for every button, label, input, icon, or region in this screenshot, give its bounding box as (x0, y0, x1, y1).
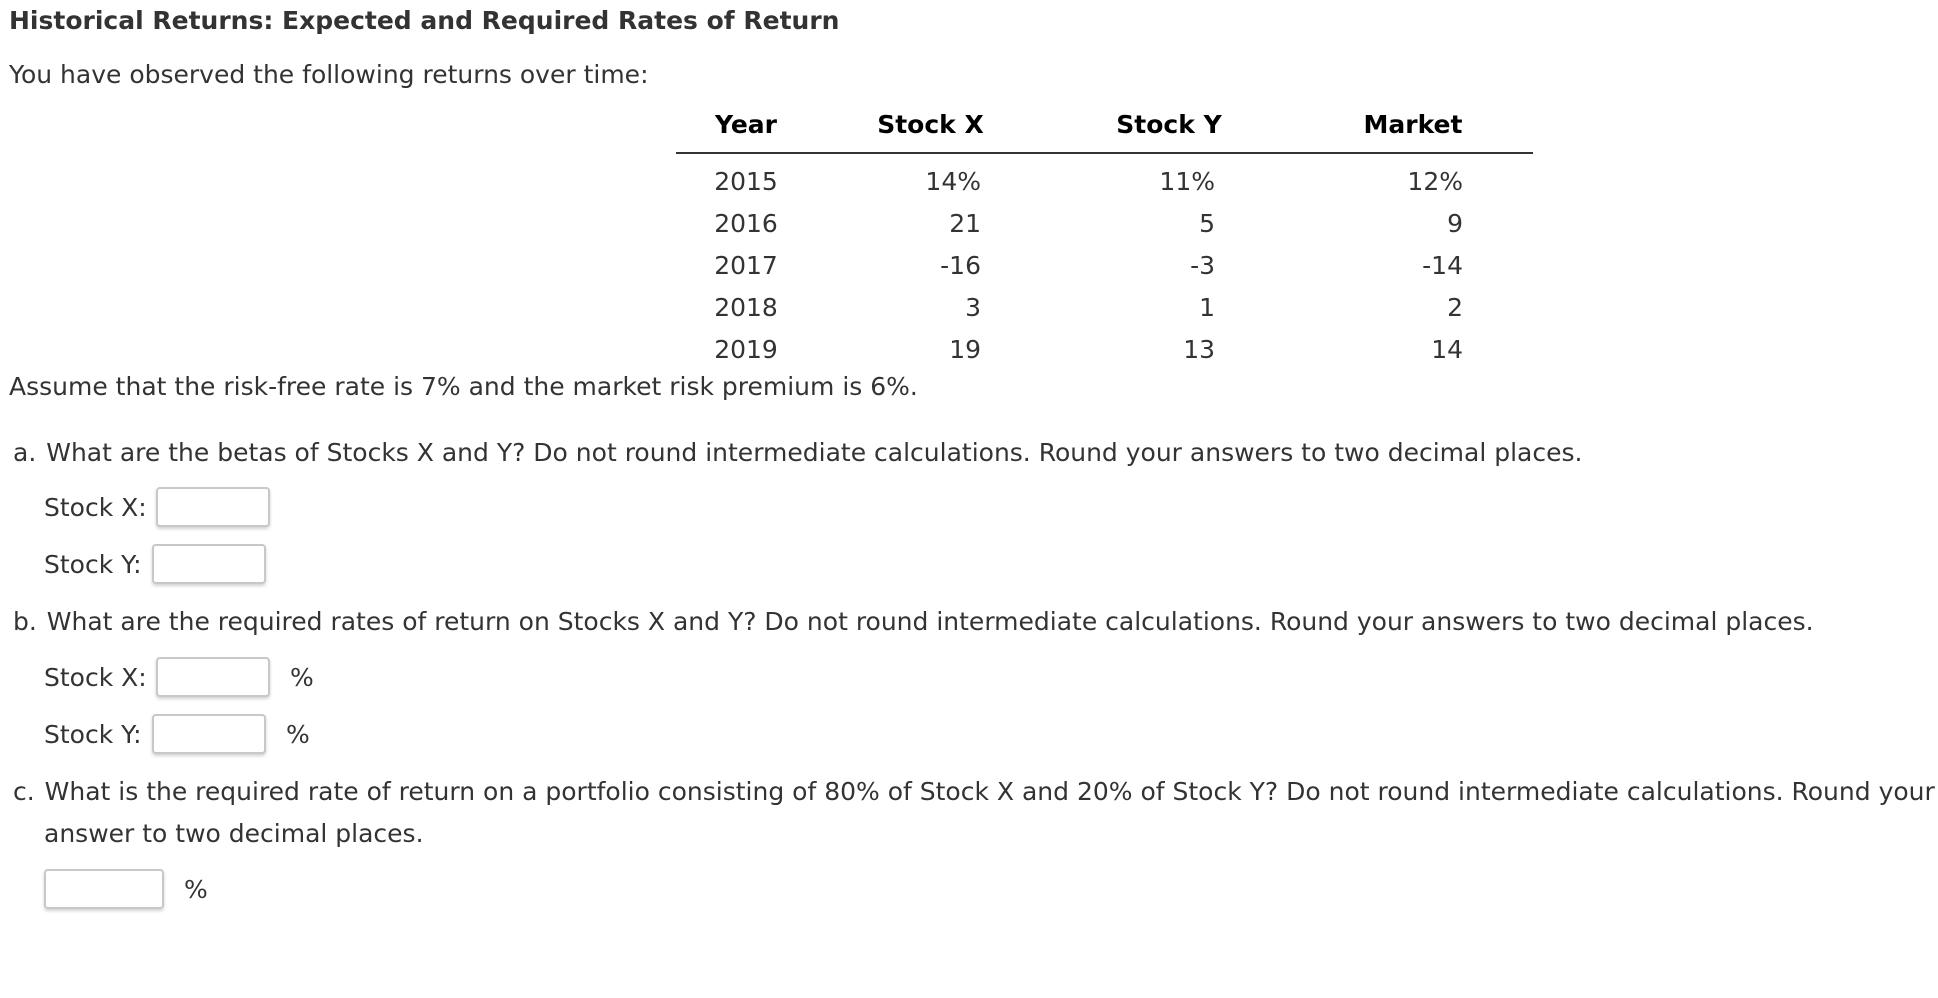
cell-year: 2015 (714, 166, 778, 196)
percent-unit: % (286, 719, 310, 749)
beta-stock-x-row (44, 487, 270, 527)
cell-stock-x: 21 (949, 208, 981, 238)
cell-year: 2018 (714, 292, 778, 322)
table-row (676, 153, 1533, 202)
header-year: Year (715, 110, 777, 139)
cell-market: 14 (1431, 334, 1463, 364)
cell-stock-y: 5 (1199, 208, 1215, 238)
required-return-stock-y-input[interactable] (152, 714, 266, 754)
header-stock-x: Stock X (877, 110, 984, 139)
cell-stock-x: 3 (965, 292, 981, 322)
page-title: Historical Returns: Expected and Required Rates of Return (9, 6, 840, 35)
required-return-stock-x-label: Stock X: (44, 662, 147, 692)
required-return-stock-x-input[interactable] (156, 657, 270, 697)
table-row (676, 328, 1533, 370)
question-a-text: What are the betas of Stocks X and Y? Do not round intermediate calculations. Round your answers to two decimal places. (46, 438, 1583, 467)
returns-table (676, 110, 1533, 370)
question-c-text-line1: What is the required rate of return on a portfolio consisting of 80% of Stock X and 20% of Stock Y? Do not round intermediate calculations. Round your (44, 777, 1935, 806)
required-return-stock-y-label: Stock Y: (44, 719, 142, 749)
cell-stock-x: 19 (949, 334, 981, 364)
cell-market: 12% (1407, 166, 1463, 196)
header-stock-y: Stock Y (1116, 110, 1222, 139)
portfolio-return-input[interactable] (44, 869, 164, 909)
cell-stock-y: 13 (1183, 334, 1215, 364)
question-c (13, 771, 1935, 813)
cell-year: 2019 (714, 334, 778, 364)
question-b-text: What are the required rates of return on Stocks X and Y? Do not round intermediate calculations. Round your answers to two decimal places. (46, 607, 1814, 636)
cell-market: -14 (1422, 250, 1463, 280)
question-b (13, 601, 1814, 643)
table-row (676, 202, 1533, 244)
question-a-letter: a. (13, 438, 37, 467)
table-row (676, 286, 1533, 328)
cell-market: 9 (1447, 208, 1463, 238)
portfolio-return-row (44, 869, 208, 909)
cell-year: 2016 (714, 208, 778, 238)
intro-text: You have observed the following returns over time: (9, 60, 649, 89)
cell-market: 2 (1447, 292, 1463, 322)
table-header-row (676, 110, 1533, 153)
beta-stock-x-label: Stock X: (44, 492, 147, 522)
cell-stock-y: -3 (1190, 250, 1215, 280)
cell-stock-y: 11% (1159, 166, 1215, 196)
assumption-text: Assume that the risk-free rate is 7% and the market risk premium is 6%. (9, 372, 918, 401)
table-row (676, 244, 1533, 286)
beta-stock-y-row (44, 544, 266, 584)
beta-stock-x-input[interactable] (156, 487, 270, 527)
percent-unit: % (184, 874, 208, 904)
cell-stock-x: -16 (940, 250, 981, 280)
cell-stock-y: 1 (1199, 292, 1215, 322)
question-c-text-line2: answer to two decimal places. (44, 819, 424, 848)
question-c-letter: c. (13, 777, 35, 806)
required-return-stock-y-row (44, 714, 310, 754)
required-return-stock-x-row (44, 657, 314, 697)
header-market: Market (1363, 110, 1463, 139)
beta-stock-y-input[interactable] (152, 544, 266, 584)
cell-stock-x: 14% (925, 166, 981, 196)
percent-unit: % (290, 662, 314, 692)
question-b-letter: b. (13, 607, 37, 636)
question-a (13, 432, 1582, 474)
cell-year: 2017 (714, 250, 778, 280)
question-c-continued (44, 813, 424, 855)
beta-stock-y-label: Stock Y: (44, 549, 142, 579)
